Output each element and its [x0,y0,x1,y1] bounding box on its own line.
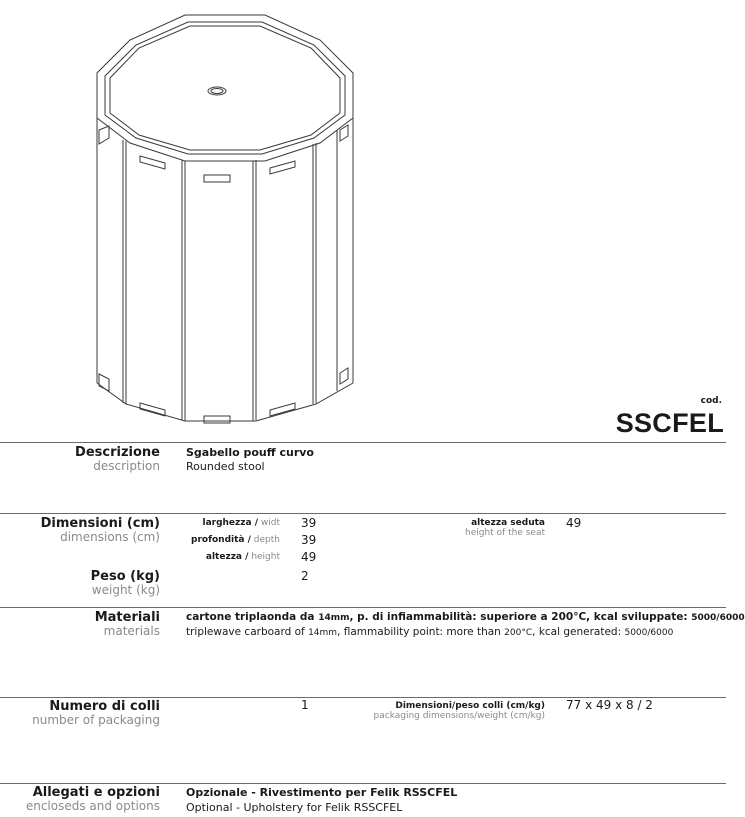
colli-dim-value: 77 x 49 x 8 / 2 [566,698,653,712]
altezza-value: 49 [301,550,317,564]
allegati-label: Allegati e opzioni encloseds and options [25,785,160,813]
divider [0,513,726,514]
divider [0,442,726,443]
descrizione-value-it: Sgabello pouff curvo [186,446,314,459]
allegati-value-it: Opzionale - Rivestimento per Felik RSSCFEL [186,786,458,799]
colli-dim-label: Dimensioni/peso colli (cm/kg) packaging dimensions/weight (cm/kg) [373,701,545,721]
seduta-label: altezza seduta height of the seat [465,518,545,538]
profondita-label: profondità / depth [191,535,280,545]
dimensioni-label: Dimensioni (cm) dimensions (cm) [40,516,160,544]
allegati-value-en: Optional - Upholstery for Felik RSSCFEL [186,801,403,814]
larghezza-label: larghezza / widt [202,518,280,528]
materiali-value-it: cartone triplaonda da 14mm, p. di infiammabilità: superiore a 200°C, kcal sviluppate: 5000/6000 [186,611,745,623]
profondita-value: 39 [301,533,317,547]
descrizione-label: Descrizione description [75,445,160,473]
product-drawing [80,8,370,428]
colli-value: 1 [301,698,309,712]
materiali-value-en: triplewave carboard of 14mm, flammability point: more than 200°C, kcal generated: 5000/6000 [186,626,674,638]
altezza-label: altezza / height [205,552,280,562]
seduta-value: 49 [566,516,582,530]
larghezza-value: 39 [301,516,317,530]
peso-label: Peso (kg) weight (kg) [90,569,160,597]
product-code: SSCFEL [615,408,724,438]
materiali-label: Materiali materials [94,610,160,638]
peso-value: 2 [301,569,309,583]
divider [0,607,726,608]
divider [0,783,726,784]
code-label: cod. [700,396,722,406]
descrizione-value-en: Rounded stool [186,460,265,473]
colli-label: Numero di colli number of packaging [32,699,160,727]
